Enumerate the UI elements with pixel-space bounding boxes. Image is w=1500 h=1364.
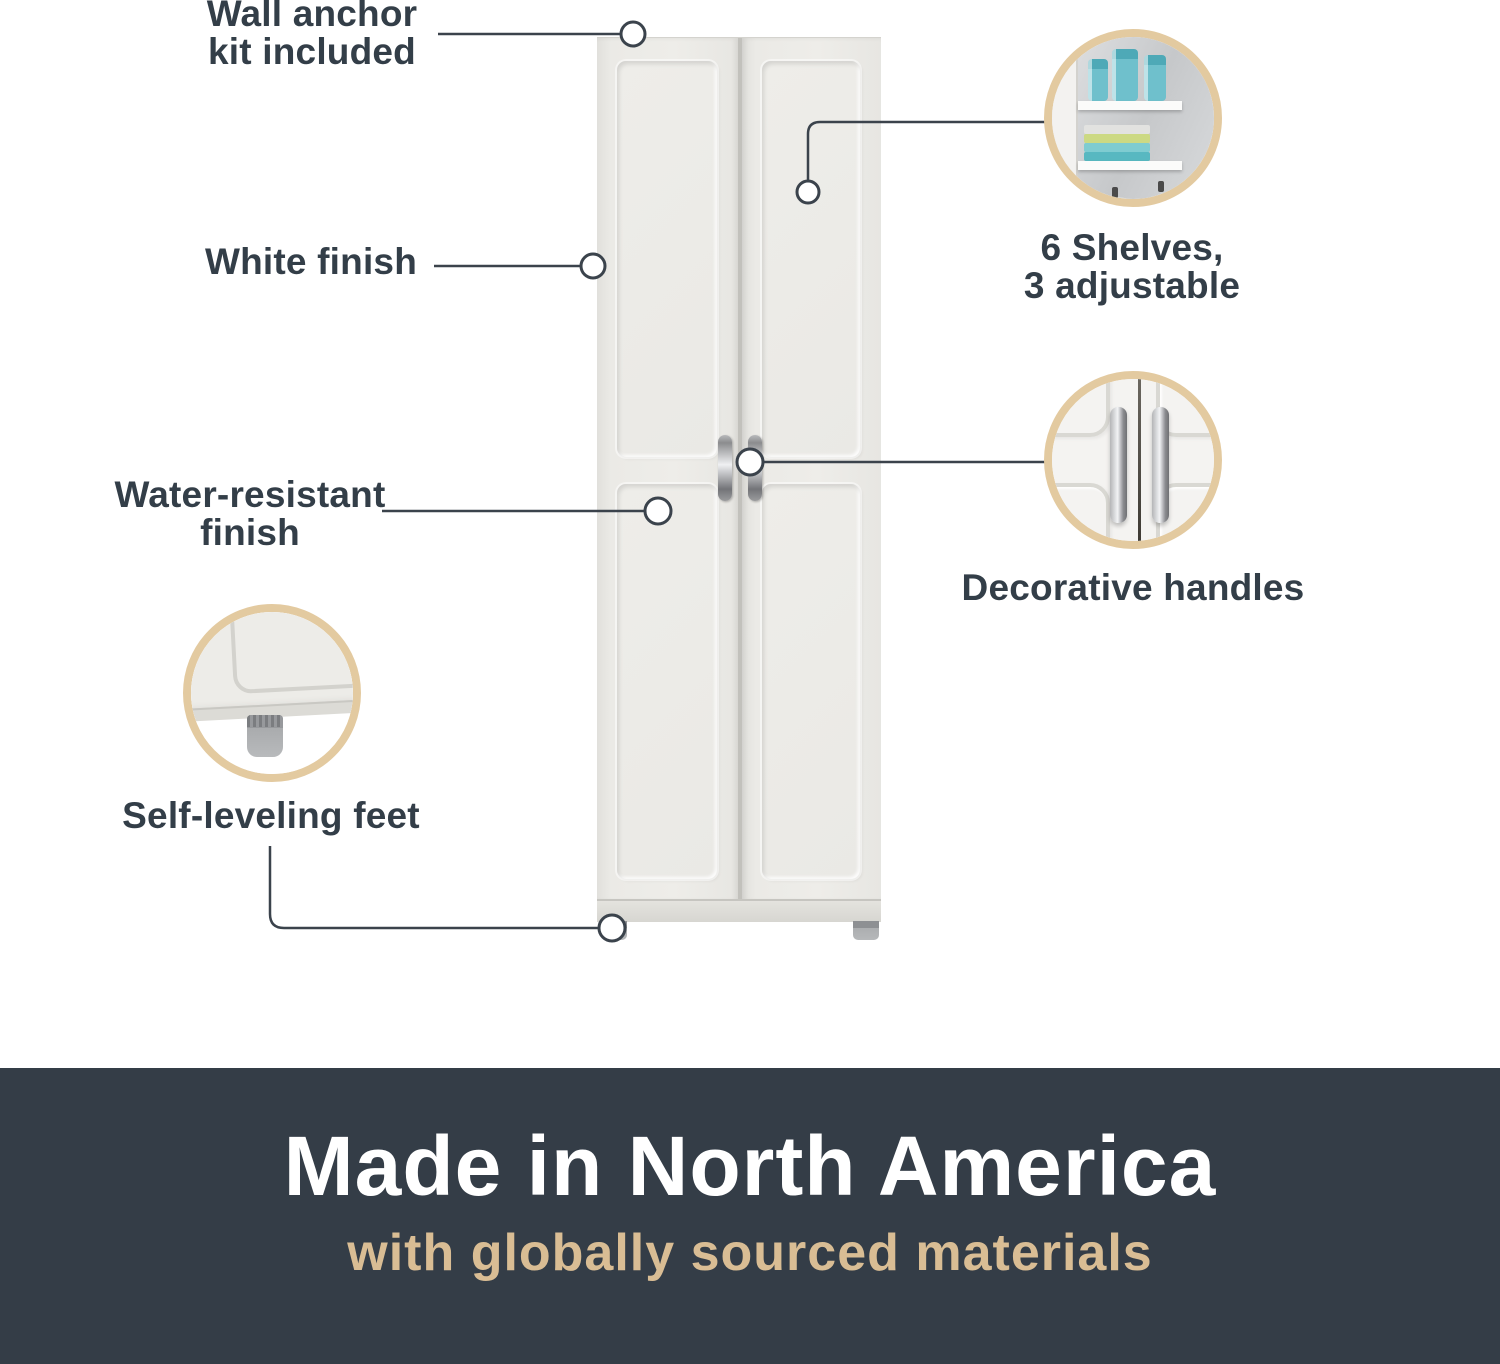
decorative-handles-label: Decorative handles [961,567,1305,608]
jar-decor [1112,49,1138,101]
folded-towel [1084,125,1150,134]
callout-shelves [952,229,1312,305]
shelf-board [1078,101,1182,110]
wall-anchor-line1: Wall anchor [206,0,418,34]
leveling-foot-closeup [247,715,283,757]
bowl-decor [1090,197,1138,207]
cabinet-left-door [597,38,738,901]
cabinet-right-foot [853,921,879,940]
left-door-handle [718,435,732,501]
water-resistant-line2: finish [200,512,300,553]
jar-decor [1088,59,1108,101]
handles-detail-inset [1044,371,1222,549]
right-door-lower-panel [762,484,860,879]
shelves-inset-interior [1052,37,1214,199]
banner-title: Made in North America [283,1119,1217,1213]
panel-groove [1044,483,1110,549]
banner-subtitle: with globally sourced materials [347,1224,1153,1282]
cabinet-right-door [742,38,881,901]
wall-anchor-line2: kit included [208,31,416,72]
callout-decorative-handles [933,569,1333,607]
right-door-upper-panel [762,61,860,457]
feet-inset-corner [191,612,353,774]
leader-self-leveling [270,846,625,941]
shelves-detail-inset [1044,29,1222,207]
shelves-line1: 6 Shelves, [1040,227,1224,268]
cabinet-left-foot [601,921,627,940]
handles-inset-doors [1052,379,1214,541]
callout-water-resistant [70,476,430,552]
door-gap-line [1138,379,1141,541]
folded-towel [1084,143,1150,152]
folded-towel [1084,152,1150,161]
right-door-handle [748,435,762,501]
callout-self-leveling-feet [91,797,451,835]
callout-wall-anchor [132,0,492,71]
hinge [1112,187,1118,198]
handle-closeup-right [1152,407,1169,523]
left-door-lower-panel [617,484,717,879]
hinge [1158,181,1164,192]
cabinet-base [597,899,881,922]
water-resistant-line1: Water-resistant [114,474,386,515]
open-door-edge [1052,37,1078,199]
handle-closeup-left [1110,407,1127,523]
white-finish-label: White finish [204,241,418,282]
panel-groove [228,604,361,694]
cabinet-front [597,37,881,901]
feet-detail-inset [183,604,361,782]
callout-white-finish [141,243,481,281]
panel-groove [1044,371,1110,437]
self-leveling-label: Self-leveling feet [122,795,420,836]
jar-decor [1144,55,1166,101]
shelves-line2: 3 adjustable [1023,265,1241,306]
folded-towel [1084,134,1150,143]
shelf-board [1078,161,1182,170]
left-door-upper-panel [617,61,717,457]
made-in-banner [0,1068,1500,1364]
